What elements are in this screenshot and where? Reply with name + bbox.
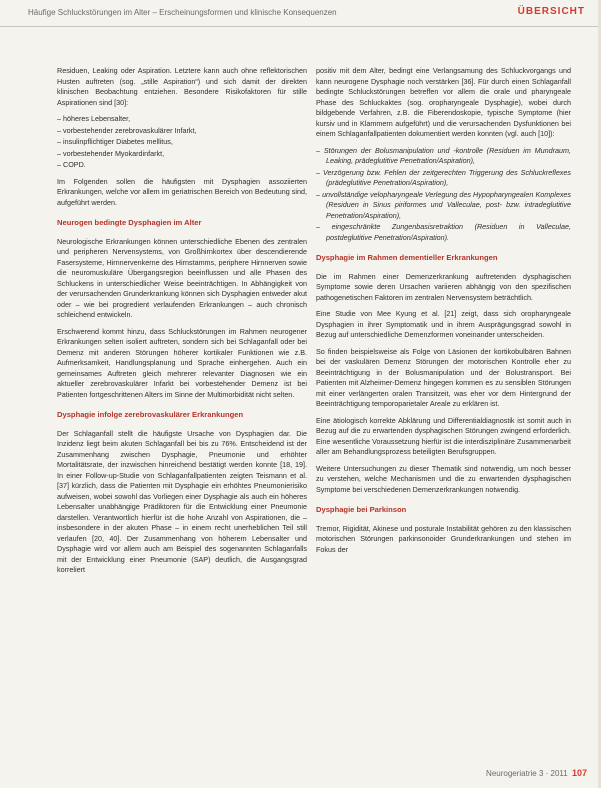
right-column [316,66,571,561]
section-tag: ÜBERSICHT [517,6,585,17]
page-footer [486,768,587,778]
list-item: – eingeschränkte Zungenbasisretraktion (Residuen in Valleculae, postdeglutitive Penetration/Aspiration). [316,222,571,243]
page-header [0,0,601,27]
paragraph: Weitere Untersuchungen zu dieser Thematik sind notwendig, um noch besser zu verstehen, welche Mechanismen und die zu erwartenden dysphagischen Symptome bei verschiedenen Demenzerkrankungen notwendig. [316,463,571,494]
paragraph: Eine ätiologisch korrekte Abklärung und Differentialdiagnostik ist somit auch in Bezug auf die zu erwartenden dysphagischen Störungen zwingend erforderlich. Eine wesentliche Voraussetzung hierfür ist die interdisziplinäre Zusammenarbeit aller am Behandlungsprozess beteiligten Berufsgruppen. [316,415,571,456]
list-item: – unvollständige velopharyngeale Verlegung des Hypopharyngealen Komplexes (Residuen in Sinus piriformes und Valleculae, post- bzw. intradeglutitive Penetration/Aspiration), [316,190,571,222]
paragraph: Erschwerend kommt hinzu, dass Schluckstörungen im Rahmen neurogener Erkrankungen selten isoliert auftreten, sondern sich bei Schlaganfall oder bei Demenz mit anderen Störungen höherer kortikaler Funktionen wie z.B. Aufmerksamkeit, Handlungsplanung und Sprache einhergehen. Auch ein gemeinsames Auftreten gleich mehrerer relevanter Diagnosen wie ein aktueller zerebrovaskulärer Infarkt bei vorbestehender Demenz ist bei Patienten fortgeschrittenen Alters im Sinne der Multimorbidität nicht selten. [57,326,307,399]
page-number: 107 [571,768,587,778]
paragraph: Neurologische Erkrankungen können unterschiedliche Ebenen des zentralen und peripheren Nervensystems, von Großhirnkortex über descendierende Fasersysteme, Hirnnervenkerne des Hirnstamms, periphere Hirnnerven sowie die neuromuskuläre Übergangsregion beeinflussen und alle Phasen des Schluckens in unterschiedlicher Weise beeinträchtigen. In Abhängigkeit von der verursachenden Grunderkrankung können sich Dysphagien entweder akut oder – wie bei progredient verlaufenden Erkrankungen – auch chronisch schleichend entwickeln. [57,236,307,319]
paragraph: So finden beispielsweise als Folge von Läsionen der kortikobulbären Bahnen bei der vaskulären Demenz Störungen der motorischen Kontrolle eher zu Beeinträchtigung in der Bolusmanipulation und der Bolustransport. Bei Patienten mit Alzheimer-Demenz hingegen kommen es zu sensiblen Störungen mit einer verlängerten oralen Transitzeit, was eher vor dem Hintergrund der Beeinträchtigung temporoparietaler Areale zu erklären ist. [316,346,571,408]
list-item: – höheres Lebensalter, [57,114,307,125]
list-item: – vorbestehender Myokardinfarkt, [57,149,307,160]
paragraph: Der Schlaganfall stellt die häufigste Ursache von Dysphagien dar. Die Inzidenz liegt beim akuten Schlaganfall bei bis zu 76%. Entscheidend ist der Zusammenhang zwischen Dysphagie, Pneumonie und erhöhter Mortalitätsrate, der inzwischen hinreichend bestätigt werden konnte [18, 19]. In einer Follow-up-Studie von Schlaganfallpatienten zeigten Teismann et al. [37] kürzlich, dass die Patienten mit Dysphagie ein erhöhtes Pneumonierisiko aufweisen, wobei sowohl das Vorliegen einer Dysphagie als auch ein höheres Lebensalter unabhängige Prädiktoren für die Entwicklung einer Pneumonie darstellen. Verantwortlich hierfür ist die hohe Anzahl von Aspirationen, die – insbesondere in der akuten Phase – in einem recht unerheblichen Teil still verlaufen [20, 40]. Der Zusammenhang von höherem Lebensalter und Dysphagie wird vor allem auch am Beispiel des sogenannten Schlaganfalls mit der Entwicklung einer Pneumonie (SAP) deutlich, die Ausgangsgrad korreliert [57,428,307,574]
section-heading: Dysphagie infolge zerebrovaskulärer Erkrankungen [57,410,244,419]
journal-name: Neurogeriatrie 3 · 2011 [486,769,568,778]
risk-factor-list [57,114,307,171]
symptom-list [316,146,571,244]
running-title: Häufige Schluckstörungen im Alter – Erscheinungsformen und klinische Konsequenzen [28,8,337,17]
list-item: – Verzögerung bzw. Fehlen der zeitgerechten Triggerung des Schluckreflexes (prädeglutitive Penetration/Aspiration), [316,168,571,189]
section-heading: Dysphagie bei Parkinson [316,505,407,514]
section-heading: Neurogen bedingte Dysphagien im Alter [57,218,202,227]
paragraph: Residuen, Leaking oder Aspiration. Letztere kann auch ohne reflektorischen Husten auftreten (sog. „stille Aspiration“) und sich damit der direkten klinischen Beobachtung entziehen. Besondere Risikofaktoren für stille Aspirationen sind [30]: [57,66,307,107]
paragraph: Im Folgenden sollen die häufigsten mit Dysphagien assoziierten Erkrankungen, welche vor allem im geriatrischen Bereich von Bedeutung sind, aufgeführt werden. [57,176,307,207]
list-item: – Störungen der Bolusmanipulation und -kontrolle (Residuen im Mundraum, Leaking, prädeglutitive Penetration/Aspiration), [316,146,571,167]
left-column [57,66,307,582]
list-item: – COPD. [57,160,307,171]
paragraph: positiv mit dem Alter, bedingt eine Verlangsamung des Schluckvorgangs und kann neurogene Dysphagie noch verstärken [36]. Für durch einen Schlaganfall bedingte Schluckstörungen betreffen vor allem die orale und pharyngeale Phase des Schluckaktes (sog. oropharyngeale Dysphagie), wobei durch bildgebende Verfahren, z.B. die Fiberendoskopie, typische Symptome (hier kursiv und in Klammern aufgeführt) und die verursachenden Dysfunktionen bei einem Schlaganfallpatienten dokumentiert werden konnten (vgl. auch [10]): [316,66,571,138]
paragraph: Die im Rahmen einer Demenzerkrankung auftretenden dysphagischen Symptome sowie deren Ursachen variieren abhängig von den spezifischen pathogenetischen Faktoren im zentralen Nervensystem beträchtlich. [316,271,571,302]
paragraph: Eine Studie von Mee Kyung et al. [21] zeigt, dass sich oropharyngeale Dysphagien in ihrer Symptomatik und in ihrem Ausprägungsgrad sowohl in Bezug auf unterschiedliche Demenzformen voneinander unterscheiden. [316,309,571,339]
paragraph: Tremor, Rigidität, Akinese und posturale Instabilität gehören zu den klassischen motorischen Störungen parkinsonoider Grunderkrankungen und stehen im Fokus der [316,523,571,554]
section-heading: Dysphagie im Rahmen dementieller Erkrankungen [316,253,498,262]
list-item: – insulinpflichtiger Diabetes mellitus, [57,137,307,148]
list-item: – vorbestehender zerebrovaskulärer Infarkt, [57,126,307,137]
